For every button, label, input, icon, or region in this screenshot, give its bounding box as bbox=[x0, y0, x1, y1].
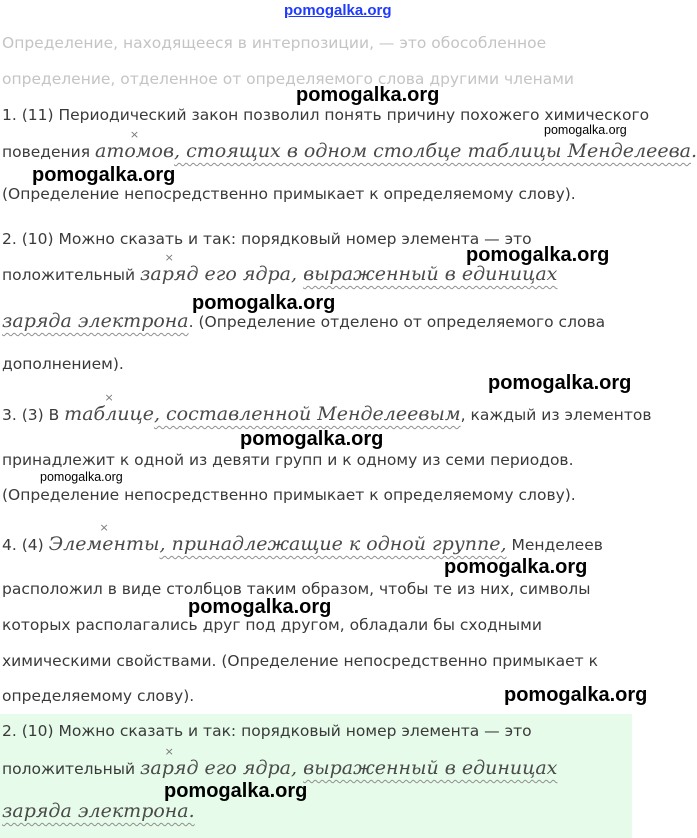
watermark: pomogalka.org bbox=[466, 244, 610, 266]
p3-line-1-suffix: , каждый из элементов bbox=[460, 406, 652, 424]
p4-line-1-suffix: Менделеев bbox=[506, 536, 603, 554]
answer-line-1: 2. (10) Можно сказать и так: порядковый номер элемента — это bbox=[2, 722, 532, 740]
p4-definition: , принадлежащие к одной группе, bbox=[159, 533, 507, 555]
p1-line-2 bbox=[2, 140, 697, 162]
p4-line-3: которых располагались друг под другом, обладали бы сходными bbox=[2, 616, 542, 634]
watermark: pomogalka.org bbox=[296, 84, 440, 106]
p1-definition: , стоящих в одном столбце таблицы Менделеева bbox=[174, 140, 691, 162]
intro-line-2: определение, отделенное от определяемого слова другими членами bbox=[2, 70, 575, 88]
watermark: pomogalka.org bbox=[488, 372, 632, 394]
answer-definition: выраженный в единицах bbox=[303, 757, 558, 779]
watermark: pomogalka.org bbox=[544, 123, 627, 137]
p2-definition: выраженный в единицах bbox=[303, 263, 558, 285]
p2-object: его ядра, bbox=[198, 263, 304, 285]
answer-defined-word: × заряд bbox=[140, 757, 198, 779]
p4-line-1 bbox=[2, 533, 603, 555]
p1-defined-word: × атомов bbox=[95, 140, 174, 162]
answer-line-2-prefix: положительный bbox=[2, 760, 141, 778]
p3-line-1 bbox=[2, 403, 651, 425]
p3-defined-word: × таблице bbox=[64, 403, 154, 425]
p1-line-1: 1. (11) Периодический закон позволил понять причину похожего химического bbox=[2, 106, 650, 124]
watermark: pomogalka.org bbox=[164, 780, 308, 802]
p3-line-1-prefix: 3. (3) В bbox=[2, 406, 65, 424]
p1-line-2-prefix: поведения bbox=[2, 143, 95, 161]
answer-definition-continued: заряда электрона. bbox=[2, 800, 195, 822]
watermark: pomogalka.org bbox=[444, 556, 588, 578]
watermark: pomogalka.org bbox=[504, 684, 648, 706]
p3-line-2: принадлежит к одной из девяти групп и к одному из семи периодов. bbox=[2, 451, 574, 469]
p2-line-2-prefix: положительный bbox=[2, 266, 141, 284]
header-link[interactable]: pomogalka.org bbox=[284, 2, 392, 19]
p3-definition: , составленной Менделеевым bbox=[153, 403, 461, 425]
watermark: pomogalka.org bbox=[40, 470, 123, 484]
p2-line-3-rest: . (Определение отделено от определяемого слова bbox=[188, 313, 606, 331]
watermark: pomogalka.org bbox=[240, 428, 384, 450]
p2-defined-word: × заряд bbox=[140, 263, 198, 285]
p1-line-3: (Определение непосредственно примыкает к определяемому слову). bbox=[2, 185, 576, 203]
p2-definition-continued: заряда электрона bbox=[2, 310, 189, 332]
p1-period: . bbox=[691, 140, 697, 162]
p2-line-4: дополнением). bbox=[2, 355, 124, 373]
intro-line-1: Определение, находящееся в интерпозиции, — это обособленное bbox=[2, 34, 547, 52]
watermark: pomogalka.org bbox=[32, 164, 176, 186]
p2-line-1: 2. (10) Можно сказать и так: порядковый номер элемента — это bbox=[2, 230, 532, 248]
p4-defined-word: × Элементы bbox=[49, 533, 160, 555]
answer-line-3 bbox=[2, 800, 195, 822]
p3-line-3: (Определение непосредственно примыкает к определяемому слову). bbox=[2, 486, 576, 504]
p4-line-5: определяемому слову). bbox=[2, 687, 195, 705]
answer-line-2 bbox=[2, 757, 557, 779]
answer-object: его ядра, bbox=[198, 757, 304, 779]
p4-line-1-prefix: 4. (4) bbox=[2, 536, 49, 554]
watermark: pomogalka.org bbox=[192, 292, 336, 314]
watermark: pomogalka.org bbox=[188, 596, 332, 618]
p4-line-4: химическими свойствами. (Определение непосредственно примыкает к bbox=[2, 652, 598, 670]
p4-line-2: расположил в виде столбцов таким образом, чтобы те из них, символы bbox=[2, 580, 591, 598]
